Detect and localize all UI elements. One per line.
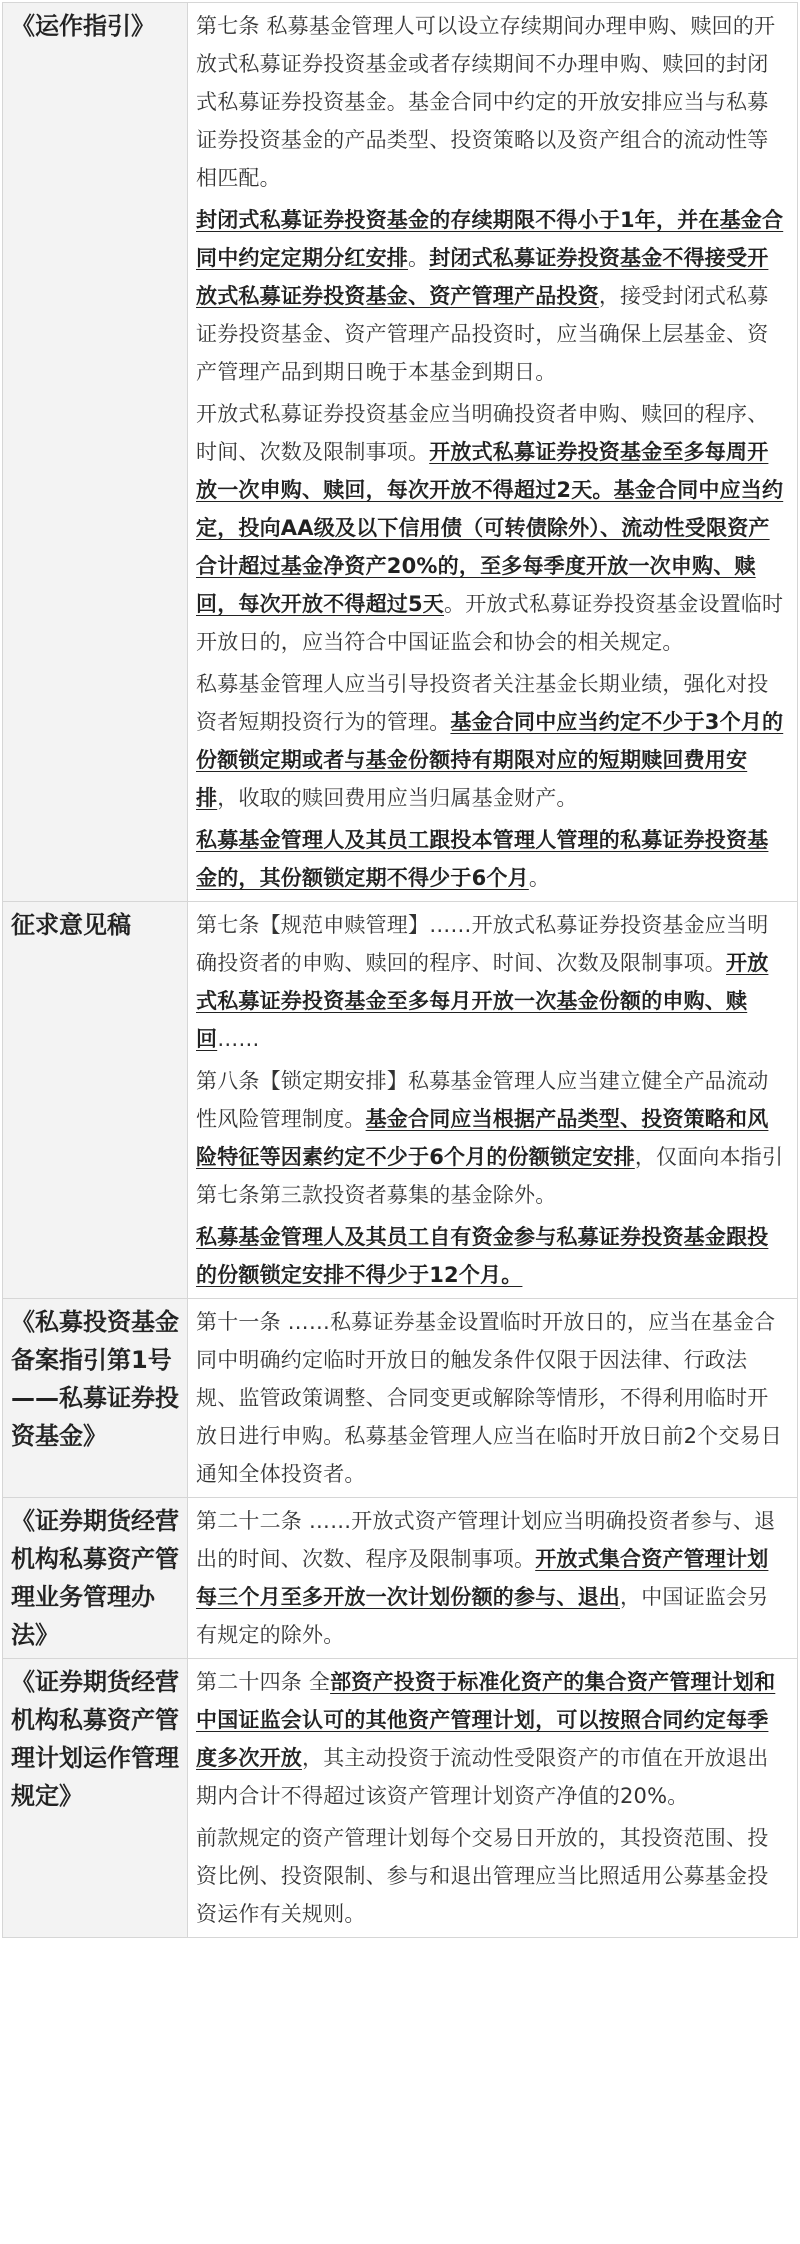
highlighted-text: 封闭式私募证券投资基金不得接受开放式私募证券投资基金、资产管理产品投资	[196, 246, 769, 308]
body-text: 前款规定的资产管理计划每个交易日开放的，其投资范围、投资比例、投资限制、参与和退出管理应当比照适用公募基金投资运作有关规则。	[196, 1826, 769, 1926]
provision-paragraph	[196, 906, 789, 1058]
provision-paragraph	[196, 821, 789, 897]
highlighted-text: 基金合同应当根据产品类型、投资策略和风险特征等因素约定不少于6个月的份额锁定安排	[196, 1107, 769, 1169]
provision-paragraph	[196, 395, 789, 661]
highlighted-text: 私募基金管理人及其员工跟投本管理人管理的私募证券投资基金的，其份额锁定期不得少于6个月	[196, 828, 769, 890]
body-text: 。开放式私募证券投资基金设置临时开放日的，应当符合中国证监会和协会的相关规定。	[196, 592, 784, 654]
body-text: 私募基金管理人应当引导投资者关注基金长期业绩，强化对投资者短期投资行为的管理。	[196, 672, 769, 734]
body-text: 第八条【锁定期安排】私募基金管理人应当建立健全产品流动性风险管理制度。	[196, 1069, 769, 1131]
provision-cell	[188, 1498, 798, 1659]
provision-paragraph	[196, 7, 789, 197]
source-cell: 《私募投资基金备案指引第1号——私募证券投资基金》	[3, 1299, 188, 1498]
highlighted-text: 私募基金管理人及其员工自有资金参与私募证券投资基金跟投的份额锁定安排不得少于12个月。	[196, 1225, 769, 1287]
comparison-table	[2, 2, 798, 1938]
provision-cell	[188, 1299, 798, 1498]
table-row	[3, 902, 798, 1299]
body-text: ……	[217, 1027, 260, 1051]
provision-paragraph	[196, 665, 789, 817]
body-text: 第十一条 ……私募证券基金设置临时开放日的，应当在基金合同中明确约定临时开放日的触发条件仅限于因法律、行政法规、监管政策调整、合同变更或解除等情形，不得利用临时开放日进行申购。私募基金管理人应当在临时开放日前2个交易日通知全体投资者。	[196, 1310, 782, 1486]
body-text: 开放式私募证券投资基金应当明确投资者申购、赎回的程序、时间、次数及限制事项。	[196, 402, 769, 464]
body-text: 第七条【规范申赎管理】……开放式私募证券投资基金应当明确投资者的申购、赎回的程序、时间、次数及限制事项。	[196, 913, 769, 975]
source-cell: 《运作指引》	[3, 3, 188, 902]
table-row	[3, 1659, 798, 1938]
body-text: ，中国证监会另有规定的除外。	[196, 1585, 769, 1647]
highlighted-text: 开放式集合资产管理计划每三个月至多开放一次计划份额的参与、退出	[196, 1547, 769, 1609]
body-text: ，收取的赎回费用应当归属基金财产。	[217, 786, 578, 810]
body-text: 第二十四条 全	[196, 1670, 331, 1694]
provision-paragraph	[196, 1663, 789, 1815]
body-text: 。	[408, 246, 430, 270]
body-text: ，接受封闭式私募证券投资基金、资产管理产品投资时，应当确保上层基金、资产管理产品到期日晚于本基金到期日。	[196, 284, 769, 384]
provision-paragraph	[196, 201, 789, 391]
source-cell: 《证券期货经营机构私募资产管理业务管理办法》	[3, 1498, 188, 1659]
provision-paragraph	[196, 1062, 789, 1214]
source-cell: 《证券期货经营机构私募资产管理计划运作管理规定》	[3, 1659, 188, 1938]
body-text: 。	[528, 866, 551, 890]
highlighted-text: 开放式私募证券投资基金至多每周开放一次申购、赎回，每次开放不得超过2天。基金合同中应当约定，投向AA级及以下信用债（可转债除外）、流动性受限资产合计超过基金净资产20%的，至多每季度开放一次申购、赎回，每次开放不得超过5天	[196, 440, 784, 616]
body-text: ，仅面向本指引第七条第三款投资者募集的基金除外。	[196, 1145, 784, 1207]
body-text: 第二十二条 ……开放式资产管理计划应当明确投资者参与、退出的时间、次数、程序及限制事项。	[196, 1509, 776, 1571]
provision-paragraph	[196, 1502, 789, 1654]
provision-paragraph	[196, 1218, 789, 1294]
provision-cell	[188, 3, 798, 902]
table-row	[3, 1299, 798, 1498]
provision-paragraph	[196, 1303, 789, 1493]
table-row	[3, 3, 798, 902]
provision-cell	[188, 1659, 798, 1938]
highlighted-text: 基金合同中应当约定不少于3个月的份额锁定期或者与基金份额持有期限对应的短期赎回费用安排	[196, 710, 784, 810]
body-text: ，其主动投资于流动性受限资产的市值在开放退出期内合计不得超过该资产管理计划资产净值的20%。	[196, 1746, 769, 1808]
table-row	[3, 1498, 798, 1659]
highlighted-text: 部资产投资于标准化资产的集合资产管理计划和中国证监会认可的其他资产管理计划，可以按照合同约定每季度多次开放	[196, 1670, 776, 1770]
body-text: 第七条 私募基金管理人可以设立存续期间办理申购、赎回的开放式私募证券投资基金或者存续期间不办理申购、赎回的封闭式私募证券投资基金。基金合同中约定的开放安排应当与私募证券投资基金的产品类型、投资策略以及资产组合的流动性等相匹配。	[196, 14, 776, 190]
highlighted-text: 开放式私募证券投资基金至多每月开放一次基金份额的申购、赎回	[196, 951, 769, 1051]
highlighted-text: 封闭式私募证券投资基金的存续期限不得小于1年，并在基金合同中约定定期分红安排	[196, 208, 784, 270]
table-body	[3, 3, 798, 1938]
provision-paragraph	[196, 1819, 789, 1933]
source-cell: 征求意见稿	[3, 902, 188, 1299]
provision-cell	[188, 902, 798, 1299]
